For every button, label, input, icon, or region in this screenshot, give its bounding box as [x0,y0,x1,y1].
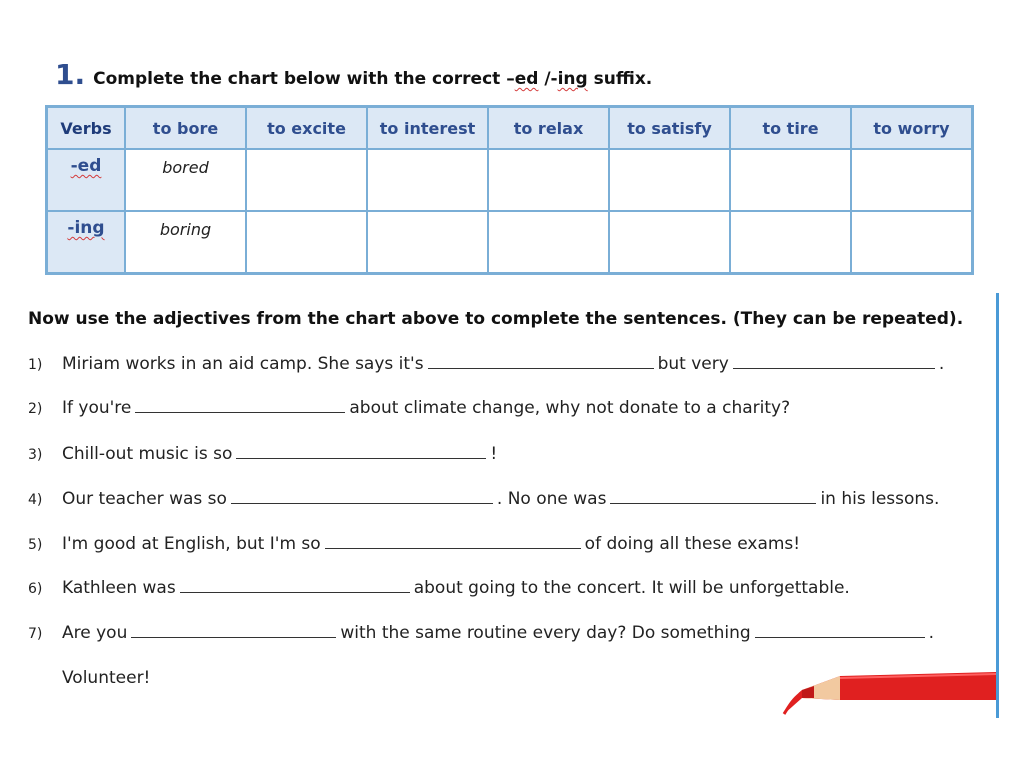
sentence-text: . [938,354,945,374]
sentence-7-continuation: Volunteer! [62,668,151,688]
answer-blank[interactable] [236,444,486,459]
answer-cell[interactable] [851,149,973,211]
answer-blank[interactable] [131,623,336,638]
answer-blank[interactable] [135,398,345,413]
vertical-divider [996,293,999,718]
answer-blank[interactable] [325,534,581,549]
answer-blank[interactable] [610,489,816,504]
sentence-text: Are you [62,623,128,643]
sentence-4 [28,489,939,509]
answer-blank[interactable] [733,354,935,369]
instruction-sep: /- [538,69,558,89]
sentence-text: about going to the concert. It will be unforgettable. [413,578,850,598]
sentence-1 [28,354,944,374]
instruction-pre: Complete the chart below with the correct – [93,69,515,89]
answer-cell[interactable] [609,149,730,211]
sentence-number: 2) [28,401,43,417]
instruction-post: suffix. [587,69,653,89]
header-to-excite: to excite [246,107,367,150]
example-boring: boring [125,211,246,274]
sentence-text: about climate change, why not donate to a charity? [349,398,791,418]
header-to-relax: to relax [488,107,609,150]
sentence-text: If you're [62,398,132,418]
chart-header-row [47,107,973,150]
sentence-7 [28,623,934,643]
answer-cell[interactable] [730,149,851,211]
answer-blank[interactable] [428,354,654,369]
answer-cell[interactable] [246,149,367,211]
header-to-worry: to worry [851,107,973,150]
chart-row-ing [47,211,973,274]
sentence-number: 6) [28,581,43,597]
answer-cell[interactable] [488,149,609,211]
sentence-number: 5) [28,537,43,553]
header-to-bore: to bore [125,107,246,150]
answer-cell[interactable] [851,211,973,274]
answer-cell[interactable] [609,211,730,274]
sentence-text: . [928,623,935,643]
answer-blank[interactable] [231,489,493,504]
sentence-number: 1) [28,357,43,373]
exercise-number: 1. [55,58,86,91]
sentence-number: 3) [28,447,43,463]
exercise-heading [55,58,652,91]
exercise-instruction [93,69,652,89]
sentence-6 [28,578,850,598]
header-to-satisfy: to satisfy [609,107,730,150]
pencil-icon [780,664,998,718]
sentence-text: Kathleen was [62,578,176,598]
pencil-stroke [784,694,800,714]
sentence-text: of doing all these exams! [584,534,801,554]
row-label-ed: -ed [47,149,126,211]
sentence-5 [28,534,800,554]
sentence-text: ! [490,444,498,464]
header-verbs: Verbs [47,107,126,150]
header-to-tire: to tire [730,107,851,150]
answer-cell[interactable] [367,211,488,274]
answer-blank[interactable] [180,578,410,593]
header-to-interest: to interest [367,107,488,150]
answer-cell[interactable] [367,149,488,211]
answer-cell[interactable] [488,211,609,274]
sentence-number: 4) [28,492,43,508]
instruction-ed: ed [514,69,539,89]
row-label-ing: -ing [47,211,126,274]
sentence-text: with the same routine every day? Do something [340,623,751,643]
answer-cell[interactable] [246,211,367,274]
suffix-chart [45,105,974,275]
example-bored: bored [125,149,246,211]
sentence-number: 7) [28,626,43,642]
instruction-ing: ing [557,69,588,89]
chart-row-ed [47,149,973,211]
sentence-text: but very [657,354,729,374]
sentences-instruction: Now use the adjectives from the chart above to complete the sentences. (They can be repeated). [28,309,964,329]
sentence-text: . No one was [496,489,607,509]
sentence-text: I'm good at English, but I'm so [62,534,321,554]
answer-blank[interactable] [755,623,925,638]
sentence-text: in his lessons. [820,489,940,509]
sentence-2 [28,398,790,418]
answer-cell[interactable] [730,211,851,274]
sentence-text: Chill-out music is so [62,444,233,464]
sentence-text: Miriam works in an aid camp. She says it's [62,354,424,374]
sentence-3 [28,444,497,464]
sentence-text: Our teacher was so [62,489,227,509]
